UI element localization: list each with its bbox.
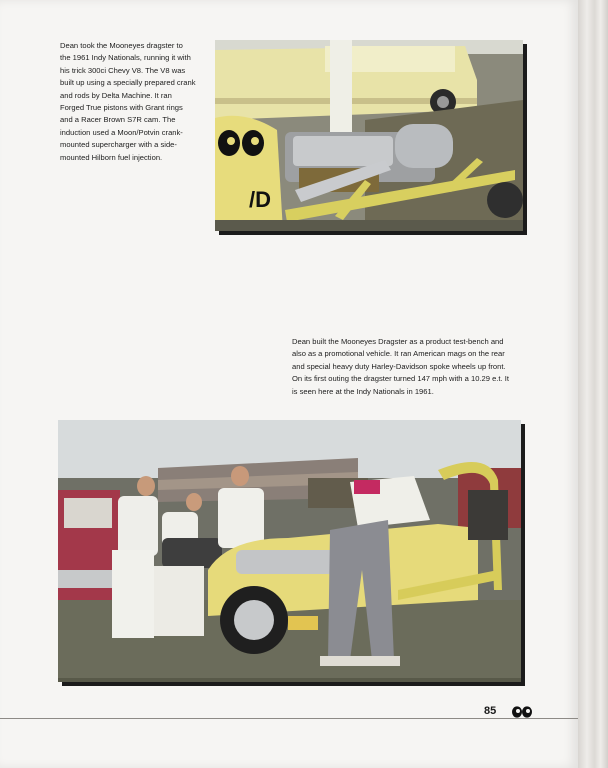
mooneyes-eyes-icon xyxy=(511,705,533,718)
book-page-edge xyxy=(578,0,608,768)
svg-text:/D: /D xyxy=(249,187,271,212)
caption-engine: Dean took the Mooneyes dragster to the 1961 Indy Nationals, running it with his trick 300ci Chevy V8. The V8 was built up using a specially prepared crank and rods by Delta Machine. It ran Forged True pistons with Grant rings and a Racer Brown S7R cam. The induction used a Moon/Potvin crank- mounted supercharger with a side- mounted Hilborn fuel injection. xyxy=(60,41,196,162)
footer-rule xyxy=(0,718,578,719)
photo-indy-nationals xyxy=(58,420,521,682)
photo-engine-closeup xyxy=(215,40,523,231)
page-number: 85 xyxy=(484,705,497,717)
caption-dragster: Dean built the Mooneyes Dragster as a product test-bench and also as a promotional vehicle. It ran American mags on the rear and special heavy duty Harley-Davidson spoke wheels up front. On its first outing the dragster turned 147 mph with a 10.29 e.t. It is seen here at the Indy Nationals in 1961. xyxy=(292,337,509,396)
